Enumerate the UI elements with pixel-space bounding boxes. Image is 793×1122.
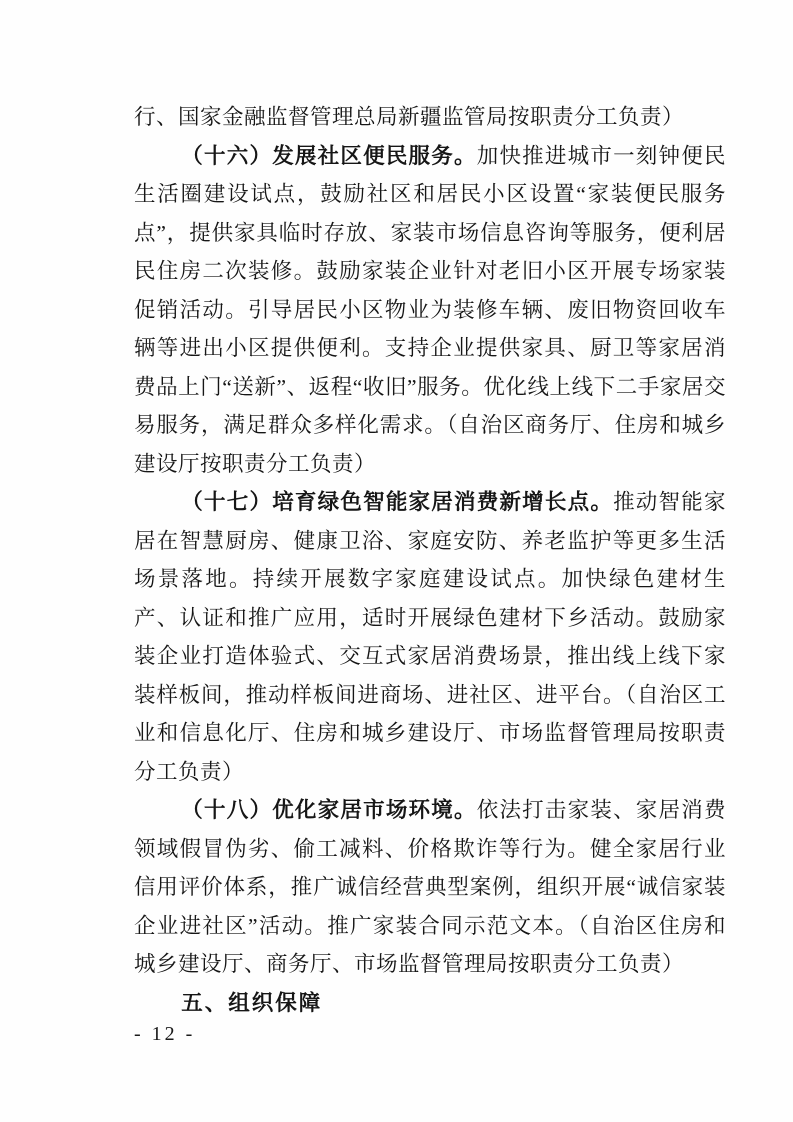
paragraph-lead: （十七）培育绿色智能家居消费新增长点。 xyxy=(181,490,614,514)
paragraph xyxy=(134,137,726,484)
paragraph-lead: （十六）发展社区便民服务。 xyxy=(181,143,477,168)
paragraph xyxy=(134,98,726,137)
paragraph-lead: （十八）优化家居市场环境。 xyxy=(181,798,477,822)
document-body xyxy=(134,98,726,1022)
paragraph-text: 加快推进城市一刻钟便民生活圈建设试点，鼓励社区和居民小区设置“家装便民服务点”，提供家具临时存放、家装市场信息咨询等服务，便利居民住房二次装修。鼓励家装企业针对老旧小区开展专场家装促销活动。引导居民小区物业为装修车辆、废旧物资回收车辆等进出小区提供便利。支持企业提供家具、厨卫等家居消费品上门“送新”、返程“收旧”服务。优化线上线下二手家居交易服务，满足群众多样化需求。（自治区商务厅、住房和城乡建设厅按职责分工负责） xyxy=(134,143,726,476)
paragraph-text: 依法打击家装、家居消费领域假冒伪劣、偷工减料、价格欺诈等行为。健全家居行业信用评价体系，推广诚信经营典型案例，组织开展“诚信家装企业进社区”活动。推广家装合同示范文本。（自治区住房和城乡建设厅、商务厅、市场监督管理局按职责分工负责） xyxy=(134,798,726,976)
page-number: - 12 - xyxy=(134,1023,196,1045)
paragraph xyxy=(134,483,726,791)
paragraph-lead: 五、组织保障 xyxy=(181,990,323,1015)
paragraph xyxy=(134,791,726,984)
paragraph-text: 行、国家金融监督管理总局新疆监管局按职责分工负责） xyxy=(134,105,685,129)
paragraph-text: 推动智能家居在智慧厨房、健康卫浴、家庭安防、养老监护等更多生活场景落地。持续开展数字家庭建设试点。加快绿色建材生产、认证和推广应用，适时开展绿色建材下乡活动。鼓励家装企业打造体验式、交互式家居消费场景，推出线上线下家装样板间，推动样板间进商场、进社区、进平台。（自治区工业和信息化厅、住房和城乡建设厅、市场监督管理局按职责分工负责） xyxy=(134,490,726,784)
section-heading xyxy=(134,984,726,1023)
